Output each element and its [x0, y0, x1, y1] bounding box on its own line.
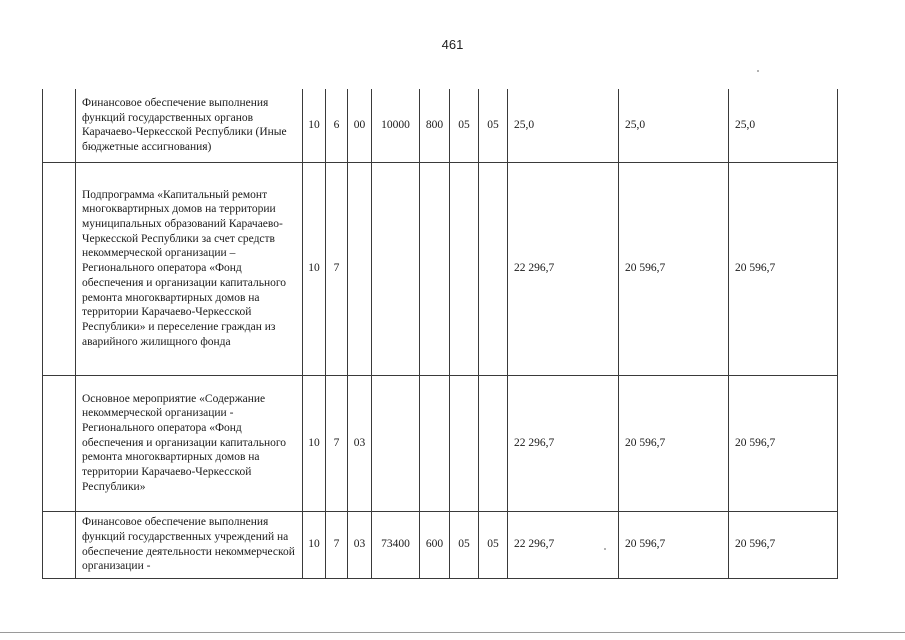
- code-cell-c4: [372, 375, 420, 511]
- code-cell-c1: 10: [303, 162, 326, 375]
- code-cell-c1: 10: [303, 89, 326, 162]
- table-row: [43, 511, 838, 578]
- amount-cell-y3: 20 596,7: [729, 511, 838, 578]
- page-number: 461: [441, 37, 464, 52]
- code-cell-c5: 600: [420, 511, 450, 578]
- scan-speck: [604, 548, 606, 550]
- budget-table: [42, 89, 838, 579]
- code-cell-c3: [348, 162, 372, 375]
- code-cell-c4: 10000: [372, 89, 420, 162]
- amount-cell-y1: 25,0: [508, 89, 619, 162]
- amount-cell-y3: 20 596,7: [729, 375, 838, 511]
- row-number-cell: [43, 375, 76, 511]
- amount-cell-y1: 22 296,7: [508, 375, 619, 511]
- amount-cell-y2: 20 596,7: [619, 511, 729, 578]
- code-cell-c2: 7: [326, 162, 348, 375]
- code-cell-c6: 05: [450, 511, 479, 578]
- row-number-cell: [43, 511, 76, 578]
- amount-cell-y1: 22 296,7: [508, 511, 619, 578]
- table-row: [43, 162, 838, 375]
- code-cell-c1: 10: [303, 375, 326, 511]
- code-cell-c7: 05: [479, 511, 508, 578]
- amount-cell-y2: 20 596,7: [619, 162, 729, 375]
- code-cell-c2: 7: [326, 375, 348, 511]
- item-name-cell: Финансовое обеспечение выполнения функций государственных органов Карачаево-Черкесской Республики (Иные бюджетные ассигнования): [76, 89, 303, 162]
- row-number-cell: [43, 89, 76, 162]
- item-name-cell: Подпрограмма «Капитальный ремонт многоквартирных домов на территории муниципальных образований Карачаево-Черкесской Республики за счет средств некоммерческой организации – Регионального оператора «Фонд обеспечения и организации капитального ремонта многоквартирных домов на территории Карачаево-Черкесской Республики» и переселение граждан из аварийного жилищного фонда: [76, 162, 303, 375]
- table-row: [43, 375, 838, 511]
- code-cell-c6: 05: [450, 89, 479, 162]
- item-name-cell: Основное мероприятие «Содержание некоммерческой организации - Регионального оператора «Фонд обеспечения и организации капитального ремонта многоквартирных домов на территории Карачаево-Черкесской Республики»: [76, 375, 303, 511]
- code-cell-c6: [450, 375, 479, 511]
- item-name-cell: Финансовое обеспечение выполнения функций государственных учреждений на обеспечение деятельности некоммерческой организации -: [76, 511, 303, 578]
- table-row: [43, 89, 838, 162]
- row-number-cell: [43, 162, 76, 375]
- code-cell-c4: 73400: [372, 511, 420, 578]
- code-cell-c3: 00: [348, 89, 372, 162]
- code-cell-c1: 10: [303, 511, 326, 578]
- code-cell-c5: [420, 375, 450, 511]
- amount-cell-y2: 20 596,7: [619, 375, 729, 511]
- code-cell-c5: [420, 162, 450, 375]
- page-bottom-edge: [0, 632, 905, 633]
- code-cell-c6: [450, 162, 479, 375]
- code-cell-c4: [372, 162, 420, 375]
- code-cell-c7: [479, 162, 508, 375]
- code-cell-c7: [479, 375, 508, 511]
- code-cell-c2: 6: [326, 89, 348, 162]
- amount-cell-y1: 22 296,7: [508, 162, 619, 375]
- code-cell-c3: 03: [348, 375, 372, 511]
- amount-cell-y3: 20 596,7: [729, 162, 838, 375]
- code-cell-c2: 7: [326, 511, 348, 578]
- scan-speck: [757, 70, 759, 72]
- amount-cell-y2: 25,0: [619, 89, 729, 162]
- code-cell-c5: 800: [420, 89, 450, 162]
- amount-cell-y3: 25,0: [729, 89, 838, 162]
- code-cell-c7: 05: [479, 89, 508, 162]
- code-cell-c3: 03: [348, 511, 372, 578]
